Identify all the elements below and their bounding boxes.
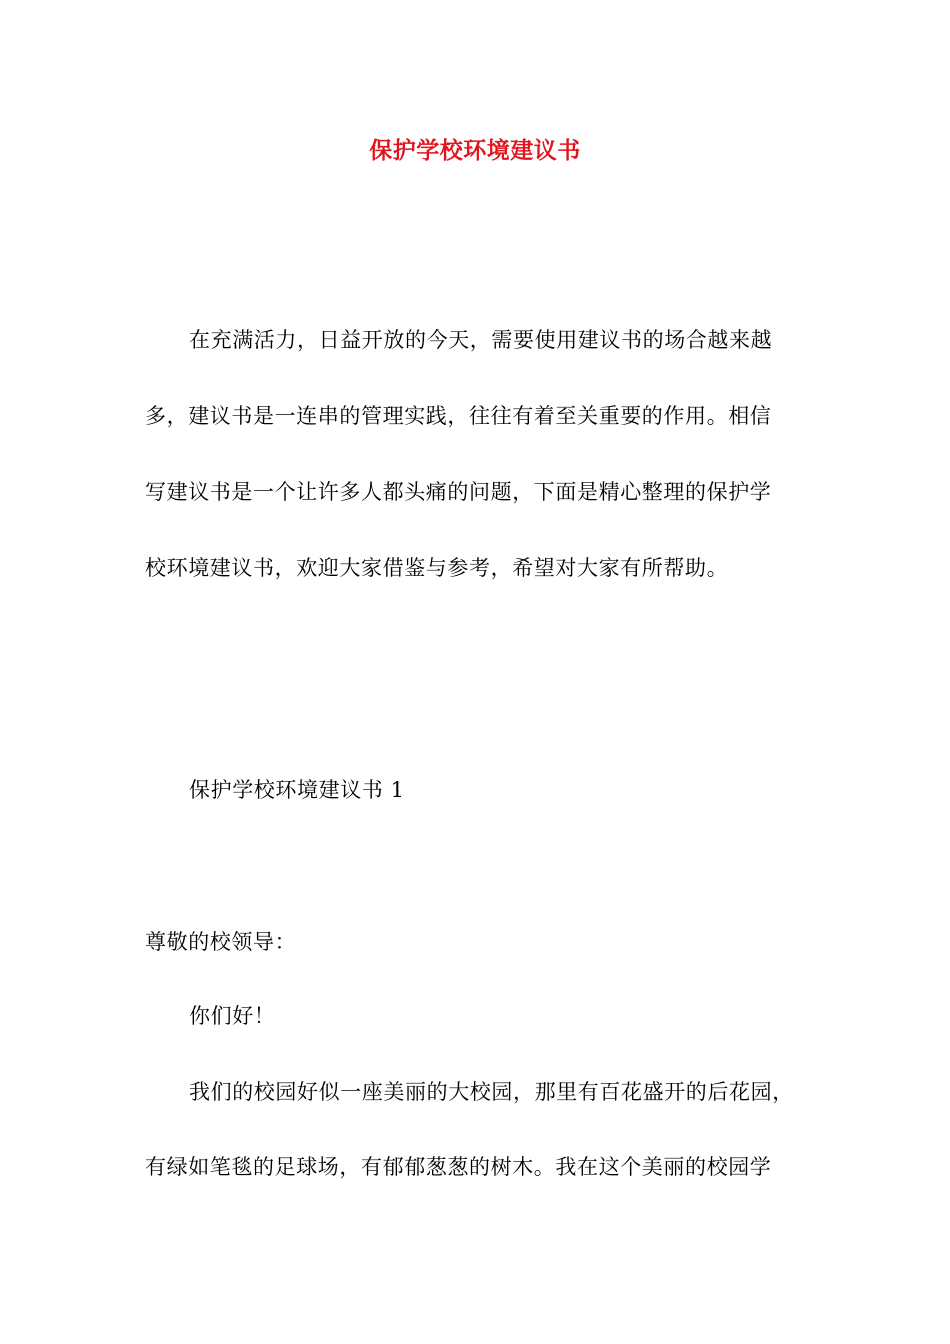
body-line-2: 有绿如笔毯的足球场，有郁郁葱葱的树木。我在这个美丽的校园学 xyxy=(145,1155,772,1179)
greeting: 你们好！ xyxy=(189,1004,276,1028)
document-title: 保护学校环境建议书 xyxy=(369,137,581,164)
intro-line-1: 在充满活力，日益开放的今天，需要使用建议书的场合越来越 xyxy=(189,328,773,352)
intro-line-2: 多，建议书是一连串的管理实践，往往有着至关重要的作用。相信 xyxy=(145,404,772,428)
body-line-1: 我们的校园好似一座美丽的大校园，那里有百花盛开的后花园， xyxy=(189,1080,794,1104)
salutation: 尊敬的校领导： xyxy=(145,930,297,954)
section-heading: 保护学校环境建议书 1 xyxy=(189,778,405,802)
intro-line-3: 写建议书是一个让许多人都头痛的问题，下面是精心整理的保护学 xyxy=(145,480,772,504)
intro-line-4: 校环境建议书，欢迎大家借鉴与参考，希望对大家有所帮助。 xyxy=(145,556,729,580)
